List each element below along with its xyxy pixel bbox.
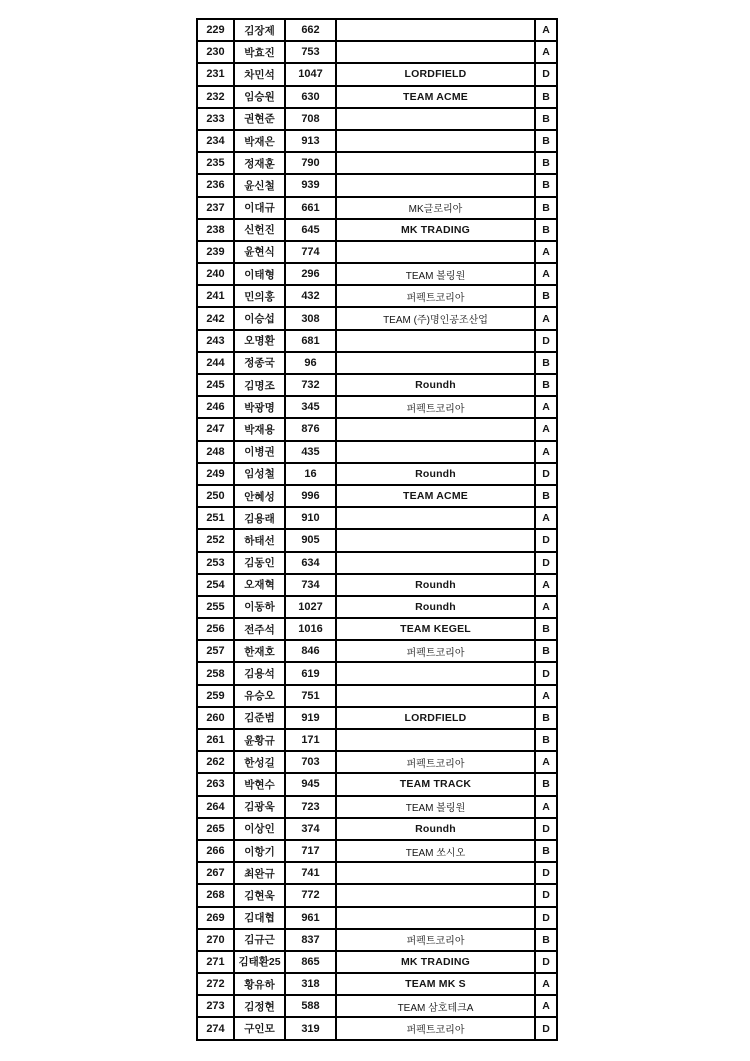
bib-number-cell: 751 (285, 685, 336, 707)
team-cell (336, 174, 535, 196)
entry-number-cell: 251 (197, 507, 234, 529)
table-row (197, 574, 557, 596)
entry-number-cell: 263 (197, 773, 234, 795)
team-cell: 퍼펙트코리아 (336, 1017, 535, 1040)
table-row (197, 86, 557, 108)
entry-number-cell: 232 (197, 86, 234, 108)
group-cell: D (535, 330, 557, 352)
group-cell: B (535, 773, 557, 795)
bib-number-cell: 913 (285, 130, 336, 152)
entry-number-cell: 238 (197, 219, 234, 241)
team-cell: Roundh (336, 596, 535, 618)
bib-number-cell: 961 (285, 907, 336, 929)
table-row (197, 729, 557, 751)
group-cell: D (535, 862, 557, 884)
group-cell: B (535, 929, 557, 951)
group-cell: D (535, 662, 557, 684)
entry-number-cell: 262 (197, 751, 234, 773)
group-cell: A (535, 574, 557, 596)
name-cell: 윤황규 (234, 729, 285, 751)
table-row (197, 19, 557, 41)
table-row (197, 174, 557, 196)
group-cell: B (535, 285, 557, 307)
bib-number-cell: 905 (285, 529, 336, 551)
name-cell: 김현욱 (234, 884, 285, 906)
table-row (197, 1017, 557, 1040)
entry-number-cell: 261 (197, 729, 234, 751)
name-cell: 김용래 (234, 507, 285, 529)
team-cell (336, 152, 535, 174)
bib-number-cell: 319 (285, 1017, 336, 1040)
name-cell: 이태형 (234, 263, 285, 285)
bib-number-cell: 634 (285, 552, 336, 574)
group-cell: B (535, 374, 557, 396)
participant-table-body (197, 19, 557, 1040)
group-cell: B (535, 352, 557, 374)
team-cell: 퍼펙트코리아 (336, 640, 535, 662)
name-cell: 이항기 (234, 840, 285, 862)
team-cell: TEAM MK S (336, 973, 535, 995)
bib-number-cell: 910 (285, 507, 336, 529)
table-row (197, 618, 557, 640)
entry-number-cell: 239 (197, 241, 234, 263)
group-cell: D (535, 463, 557, 485)
table-row (197, 862, 557, 884)
team-cell: MK TRADING (336, 219, 535, 241)
team-cell: TEAM ACME (336, 485, 535, 507)
team-cell (336, 241, 535, 263)
entry-number-cell: 248 (197, 441, 234, 463)
entry-number-cell: 269 (197, 907, 234, 929)
group-cell: A (535, 41, 557, 63)
bib-number-cell: 171 (285, 729, 336, 751)
bib-number-cell: 16 (285, 463, 336, 485)
group-cell: A (535, 973, 557, 995)
bib-number-cell: 308 (285, 307, 336, 329)
table-row (197, 929, 557, 951)
group-cell: A (535, 596, 557, 618)
group-cell: D (535, 63, 557, 85)
team-cell (336, 441, 535, 463)
bib-number-cell: 774 (285, 241, 336, 263)
team-cell: TEAM 쏘시오 (336, 840, 535, 862)
name-cell: 김광욱 (234, 796, 285, 818)
team-cell (336, 418, 535, 440)
group-cell: A (535, 995, 557, 1017)
group-cell: A (535, 796, 557, 818)
table-row (197, 818, 557, 840)
team-cell: 퍼펙트코리아 (336, 396, 535, 418)
table-row (197, 995, 557, 1017)
bib-number-cell: 717 (285, 840, 336, 862)
table-row (197, 219, 557, 241)
bib-number-cell: 662 (285, 19, 336, 41)
group-cell: B (535, 197, 557, 219)
entry-number-cell: 256 (197, 618, 234, 640)
bib-number-cell: 753 (285, 41, 336, 63)
table-row (197, 884, 557, 906)
table-row (197, 507, 557, 529)
team-cell: 퍼펙트코리아 (336, 285, 535, 307)
entry-number-cell: 266 (197, 840, 234, 862)
table-row (197, 840, 557, 862)
entry-number-cell: 252 (197, 529, 234, 551)
team-cell (336, 130, 535, 152)
entry-number-cell: 229 (197, 19, 234, 41)
name-cell: 신헌진 (234, 219, 285, 241)
name-cell: 민의홍 (234, 285, 285, 307)
bib-number-cell: 876 (285, 418, 336, 440)
name-cell: 이병권 (234, 441, 285, 463)
entry-number-cell: 274 (197, 1017, 234, 1040)
table-row (197, 152, 557, 174)
entry-number-cell: 236 (197, 174, 234, 196)
table-row (197, 41, 557, 63)
participant-table (196, 18, 558, 1041)
group-cell: D (535, 951, 557, 973)
bib-number-cell: 734 (285, 574, 336, 596)
team-cell: 퍼펙트코리아 (336, 929, 535, 951)
name-cell: 김명조 (234, 374, 285, 396)
team-cell: TEAM 삼호테크A (336, 995, 535, 1017)
name-cell: 박재은 (234, 130, 285, 152)
group-cell: A (535, 418, 557, 440)
team-cell: Roundh (336, 374, 535, 396)
entry-number-cell: 260 (197, 707, 234, 729)
bib-number-cell: 846 (285, 640, 336, 662)
name-cell: 한성길 (234, 751, 285, 773)
entry-number-cell: 231 (197, 63, 234, 85)
bib-number-cell: 432 (285, 285, 336, 307)
group-cell: D (535, 529, 557, 551)
table-row (197, 529, 557, 551)
group-cell: B (535, 840, 557, 862)
bib-number-cell: 588 (285, 995, 336, 1017)
name-cell: 정종국 (234, 352, 285, 374)
entry-number-cell: 265 (197, 818, 234, 840)
name-cell: 전주석 (234, 618, 285, 640)
table-row (197, 241, 557, 263)
entry-number-cell: 230 (197, 41, 234, 63)
group-cell: A (535, 241, 557, 263)
entry-number-cell: 264 (197, 796, 234, 818)
table-row (197, 263, 557, 285)
name-cell: 김대협 (234, 907, 285, 929)
name-cell: 김준범 (234, 707, 285, 729)
table-row (197, 751, 557, 773)
entry-number-cell: 270 (197, 929, 234, 951)
bib-number-cell: 1016 (285, 618, 336, 640)
team-cell (336, 19, 535, 41)
entry-number-cell: 254 (197, 574, 234, 596)
table-row (197, 108, 557, 130)
table-row (197, 197, 557, 219)
team-cell: 퍼펙트코리아 (336, 751, 535, 773)
bib-number-cell: 345 (285, 396, 336, 418)
team-cell: MK글로리아 (336, 197, 535, 219)
table-row (197, 552, 557, 574)
name-cell: 이동하 (234, 596, 285, 618)
team-cell: LORDFIELD (336, 63, 535, 85)
name-cell: 김용석 (234, 662, 285, 684)
name-cell: 박광명 (234, 396, 285, 418)
team-cell: Roundh (336, 574, 535, 596)
team-cell (336, 729, 535, 751)
table-row (197, 596, 557, 618)
entry-number-cell: 246 (197, 396, 234, 418)
name-cell: 윤신철 (234, 174, 285, 196)
team-cell: TEAM TRACK (336, 773, 535, 795)
name-cell: 임승원 (234, 86, 285, 108)
table-row (197, 951, 557, 973)
table-row (197, 285, 557, 307)
bib-number-cell: 708 (285, 108, 336, 130)
bib-number-cell: 865 (285, 951, 336, 973)
entry-number-cell: 243 (197, 330, 234, 352)
group-cell: B (535, 174, 557, 196)
team-cell (336, 685, 535, 707)
name-cell: 윤현식 (234, 241, 285, 263)
entry-number-cell: 242 (197, 307, 234, 329)
bib-number-cell: 732 (285, 374, 336, 396)
group-cell: A (535, 751, 557, 773)
group-cell: A (535, 307, 557, 329)
table-row (197, 418, 557, 440)
table-row (197, 396, 557, 418)
bib-number-cell: 318 (285, 973, 336, 995)
group-cell: B (535, 485, 557, 507)
group-cell: A (535, 19, 557, 41)
entry-number-cell: 245 (197, 374, 234, 396)
group-cell: B (535, 707, 557, 729)
team-cell (336, 884, 535, 906)
entry-number-cell: 271 (197, 951, 234, 973)
name-cell: 오명환 (234, 330, 285, 352)
name-cell: 이상인 (234, 818, 285, 840)
group-cell: A (535, 507, 557, 529)
name-cell: 하태선 (234, 529, 285, 551)
bib-number-cell: 661 (285, 197, 336, 219)
group-cell: A (535, 685, 557, 707)
team-cell: TEAM ACME (336, 86, 535, 108)
team-cell (336, 352, 535, 374)
team-cell: TEAM (주)명인공조산업 (336, 307, 535, 329)
entry-number-cell: 258 (197, 662, 234, 684)
name-cell: 이대규 (234, 197, 285, 219)
entry-number-cell: 253 (197, 552, 234, 574)
group-cell: B (535, 618, 557, 640)
group-cell: D (535, 552, 557, 574)
bib-number-cell: 837 (285, 929, 336, 951)
bib-number-cell: 619 (285, 662, 336, 684)
team-cell: TEAM 볼링원 (336, 263, 535, 285)
team-cell (336, 108, 535, 130)
bib-number-cell: 1047 (285, 63, 336, 85)
entry-number-cell: 272 (197, 973, 234, 995)
name-cell: 임성철 (234, 463, 285, 485)
bib-number-cell: 703 (285, 751, 336, 773)
group-cell: B (535, 130, 557, 152)
entry-number-cell: 259 (197, 685, 234, 707)
team-cell (336, 662, 535, 684)
table-row (197, 662, 557, 684)
entry-number-cell: 273 (197, 995, 234, 1017)
bib-number-cell: 296 (285, 263, 336, 285)
name-cell: 이승섭 (234, 307, 285, 329)
table-row (197, 463, 557, 485)
bib-number-cell: 96 (285, 352, 336, 374)
name-cell: 권현준 (234, 108, 285, 130)
name-cell: 안혜성 (234, 485, 285, 507)
name-cell: 박현수 (234, 773, 285, 795)
table-row (197, 773, 557, 795)
table-row (197, 907, 557, 929)
table-row (197, 63, 557, 85)
bib-number-cell: 741 (285, 862, 336, 884)
group-cell: B (535, 219, 557, 241)
team-cell (336, 529, 535, 551)
team-cell: TEAM KEGEL (336, 618, 535, 640)
bib-number-cell: 919 (285, 707, 336, 729)
team-cell (336, 552, 535, 574)
name-cell: 김태환25 (234, 951, 285, 973)
table-row (197, 374, 557, 396)
table-row (197, 352, 557, 374)
bib-number-cell: 996 (285, 485, 336, 507)
entry-number-cell: 240 (197, 263, 234, 285)
bib-number-cell: 945 (285, 773, 336, 795)
team-cell: Roundh (336, 818, 535, 840)
group-cell: B (535, 108, 557, 130)
name-cell: 박재용 (234, 418, 285, 440)
group-cell: B (535, 640, 557, 662)
name-cell: 유승오 (234, 685, 285, 707)
team-cell: TEAM 볼링원 (336, 796, 535, 818)
group-cell: A (535, 263, 557, 285)
group-cell: B (535, 729, 557, 751)
entry-number-cell: 249 (197, 463, 234, 485)
table-row (197, 307, 557, 329)
bib-number-cell: 435 (285, 441, 336, 463)
entry-number-cell: 234 (197, 130, 234, 152)
bib-number-cell: 939 (285, 174, 336, 196)
entry-number-cell: 250 (197, 485, 234, 507)
entry-number-cell: 268 (197, 884, 234, 906)
entry-number-cell: 241 (197, 285, 234, 307)
name-cell: 정재훈 (234, 152, 285, 174)
table-row (197, 973, 557, 995)
name-cell: 오재혁 (234, 574, 285, 596)
team-cell (336, 507, 535, 529)
entry-number-cell: 235 (197, 152, 234, 174)
table-row (197, 707, 557, 729)
name-cell: 김동인 (234, 552, 285, 574)
table-row (197, 485, 557, 507)
team-cell (336, 907, 535, 929)
entry-number-cell: 255 (197, 596, 234, 618)
group-cell: D (535, 818, 557, 840)
entry-number-cell: 257 (197, 640, 234, 662)
team-cell (336, 41, 535, 63)
group-cell: D (535, 884, 557, 906)
table-row (197, 640, 557, 662)
bib-number-cell: 630 (285, 86, 336, 108)
entry-number-cell: 247 (197, 418, 234, 440)
bib-number-cell: 681 (285, 330, 336, 352)
bib-number-cell: 645 (285, 219, 336, 241)
team-cell (336, 862, 535, 884)
table-row (197, 130, 557, 152)
name-cell: 김장제 (234, 19, 285, 41)
group-cell: D (535, 1017, 557, 1040)
name-cell: 차민석 (234, 63, 285, 85)
bib-number-cell: 1027 (285, 596, 336, 618)
name-cell: 구인모 (234, 1017, 285, 1040)
name-cell: 박효진 (234, 41, 285, 63)
name-cell: 김정현 (234, 995, 285, 1017)
group-cell: D (535, 907, 557, 929)
team-cell: MK TRADING (336, 951, 535, 973)
name-cell: 한재호 (234, 640, 285, 662)
table-row (197, 796, 557, 818)
group-cell: A (535, 441, 557, 463)
group-cell: A (535, 396, 557, 418)
name-cell: 최완규 (234, 862, 285, 884)
bib-number-cell: 790 (285, 152, 336, 174)
team-cell (336, 330, 535, 352)
table-row (197, 685, 557, 707)
entry-number-cell: 244 (197, 352, 234, 374)
entry-number-cell: 267 (197, 862, 234, 884)
team-cell: LORDFIELD (336, 707, 535, 729)
bib-number-cell: 772 (285, 884, 336, 906)
table-row (197, 441, 557, 463)
name-cell: 김규근 (234, 929, 285, 951)
entry-number-cell: 237 (197, 197, 234, 219)
entry-number-cell: 233 (197, 108, 234, 130)
team-cell: Roundh (336, 463, 535, 485)
bib-number-cell: 723 (285, 796, 336, 818)
group-cell: B (535, 152, 557, 174)
table-row (197, 330, 557, 352)
group-cell: B (535, 86, 557, 108)
bib-number-cell: 374 (285, 818, 336, 840)
name-cell: 황유하 (234, 973, 285, 995)
